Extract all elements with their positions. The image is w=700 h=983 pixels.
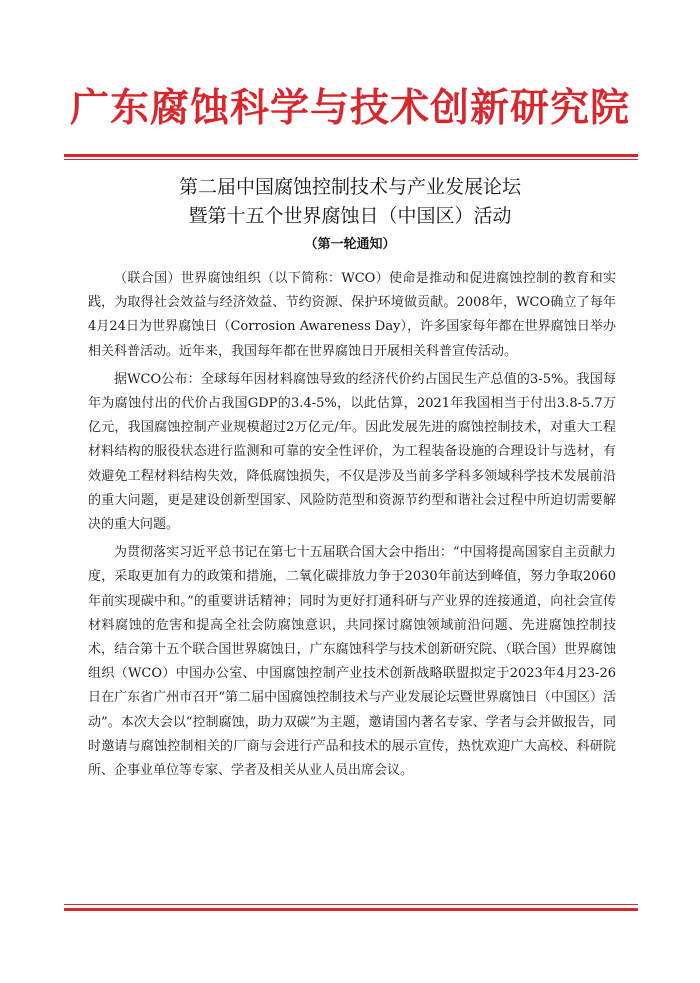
letterhead-rule-thick: [64, 154, 638, 157]
notice-title-line1: 第二届中国腐蚀控制技术与产业发展论坛: [178, 176, 521, 198]
paragraph-forum-announcement: 为贯彻落实习近平总书记在第七十五届联合国大会中指出：“中国将提高国家自主贡献力度，采取更加有力的政策和措施，二氧化碳排放力争于2030年前达到峰值，努力争取2060年前实现碳中和。”的重要讲话精神；同时为更好打通科研与产业界的连接通道，向社会宣传材料腐蚀的危害和提高全社会防腐蚀意识，共同探讨腐蚀领域前沿问题、先进腐蚀控制技术，结合第十五个联合国世界腐蚀日，广东腐蚀科学与技术创新研究院、（联合国）世界腐蚀组织（WCO）中国办公室、中国腐蚀控制产业技术创新战略联盟拟定于2023年4月23-26日在广东省广州市召开“第二届中国腐蚀控制技术与产业发展论坛暨世界腐蚀日（中国区）活动”。本次大会以“控制腐蚀，助力双碳”为主题，邀请国内著名专家、学者与会并做报告，同时邀请与腐蚀控制相关的厂商与会进行产品和技术的展示宣传，热忱欢迎广大高校、科研院所、企事业单位等专家、学者及相关从业人员出席会议。: [88, 545, 616, 779]
notice-subtitle: （第一轮通知）: [304, 237, 396, 252]
footer-rule-thin: [64, 904, 638, 905]
letterhead-title: 广东腐蚀科学与技术创新研究院: [69, 86, 630, 131]
notice-title-line2: 暨第十五个世界腐蚀日（中国区）活动: [188, 205, 512, 227]
footer-rule-thick: [64, 908, 638, 911]
notice-body: [88, 267, 616, 787]
paragraph-wco-mission: （联合国）世界腐蚀组织（以下简称：WCO）使命是推动和促进腐蚀控制的教育和实践，为取得社会效益与经济效益、节约资源、保护环境做贡献。2008年，WCO确立了每年4月24日为世界腐蚀日（Corrosion Awareness Day），许多国家每年都在世界腐蚀日举办相关科普活动。近年来，我国每年都在世界腐蚀日开展相关科普宣传活动。: [88, 271, 616, 359]
letterhead-rule-thin: [64, 159, 638, 160]
paragraph-corrosion-cost: 据WCO公布：全球每年因材料腐蚀导致的经济代价约占国民生产总值的3-5%。我国每年为腐蚀付出的代价占我国GDP的3.4-5%，以此估算，2021年我国相当于付出3.8-5.7万亿元，我国腐蚀控制产业规模超过2万亿元/年。因此发展先进的腐蚀控制技术，对重大工程材料结构的服役状态进行监测和可靠的安全性评价，为工程装备设施的合理设计与选材，有效避免工程材料结构失效，降低腐蚀损失，不仅是涉及当前多学科多领域科学技术发展前沿的重大问题，更是建设创新型国家、风险防范型和资源节约型和谐社会过程中所迫切需要解决的重大问题。: [88, 371, 616, 533]
